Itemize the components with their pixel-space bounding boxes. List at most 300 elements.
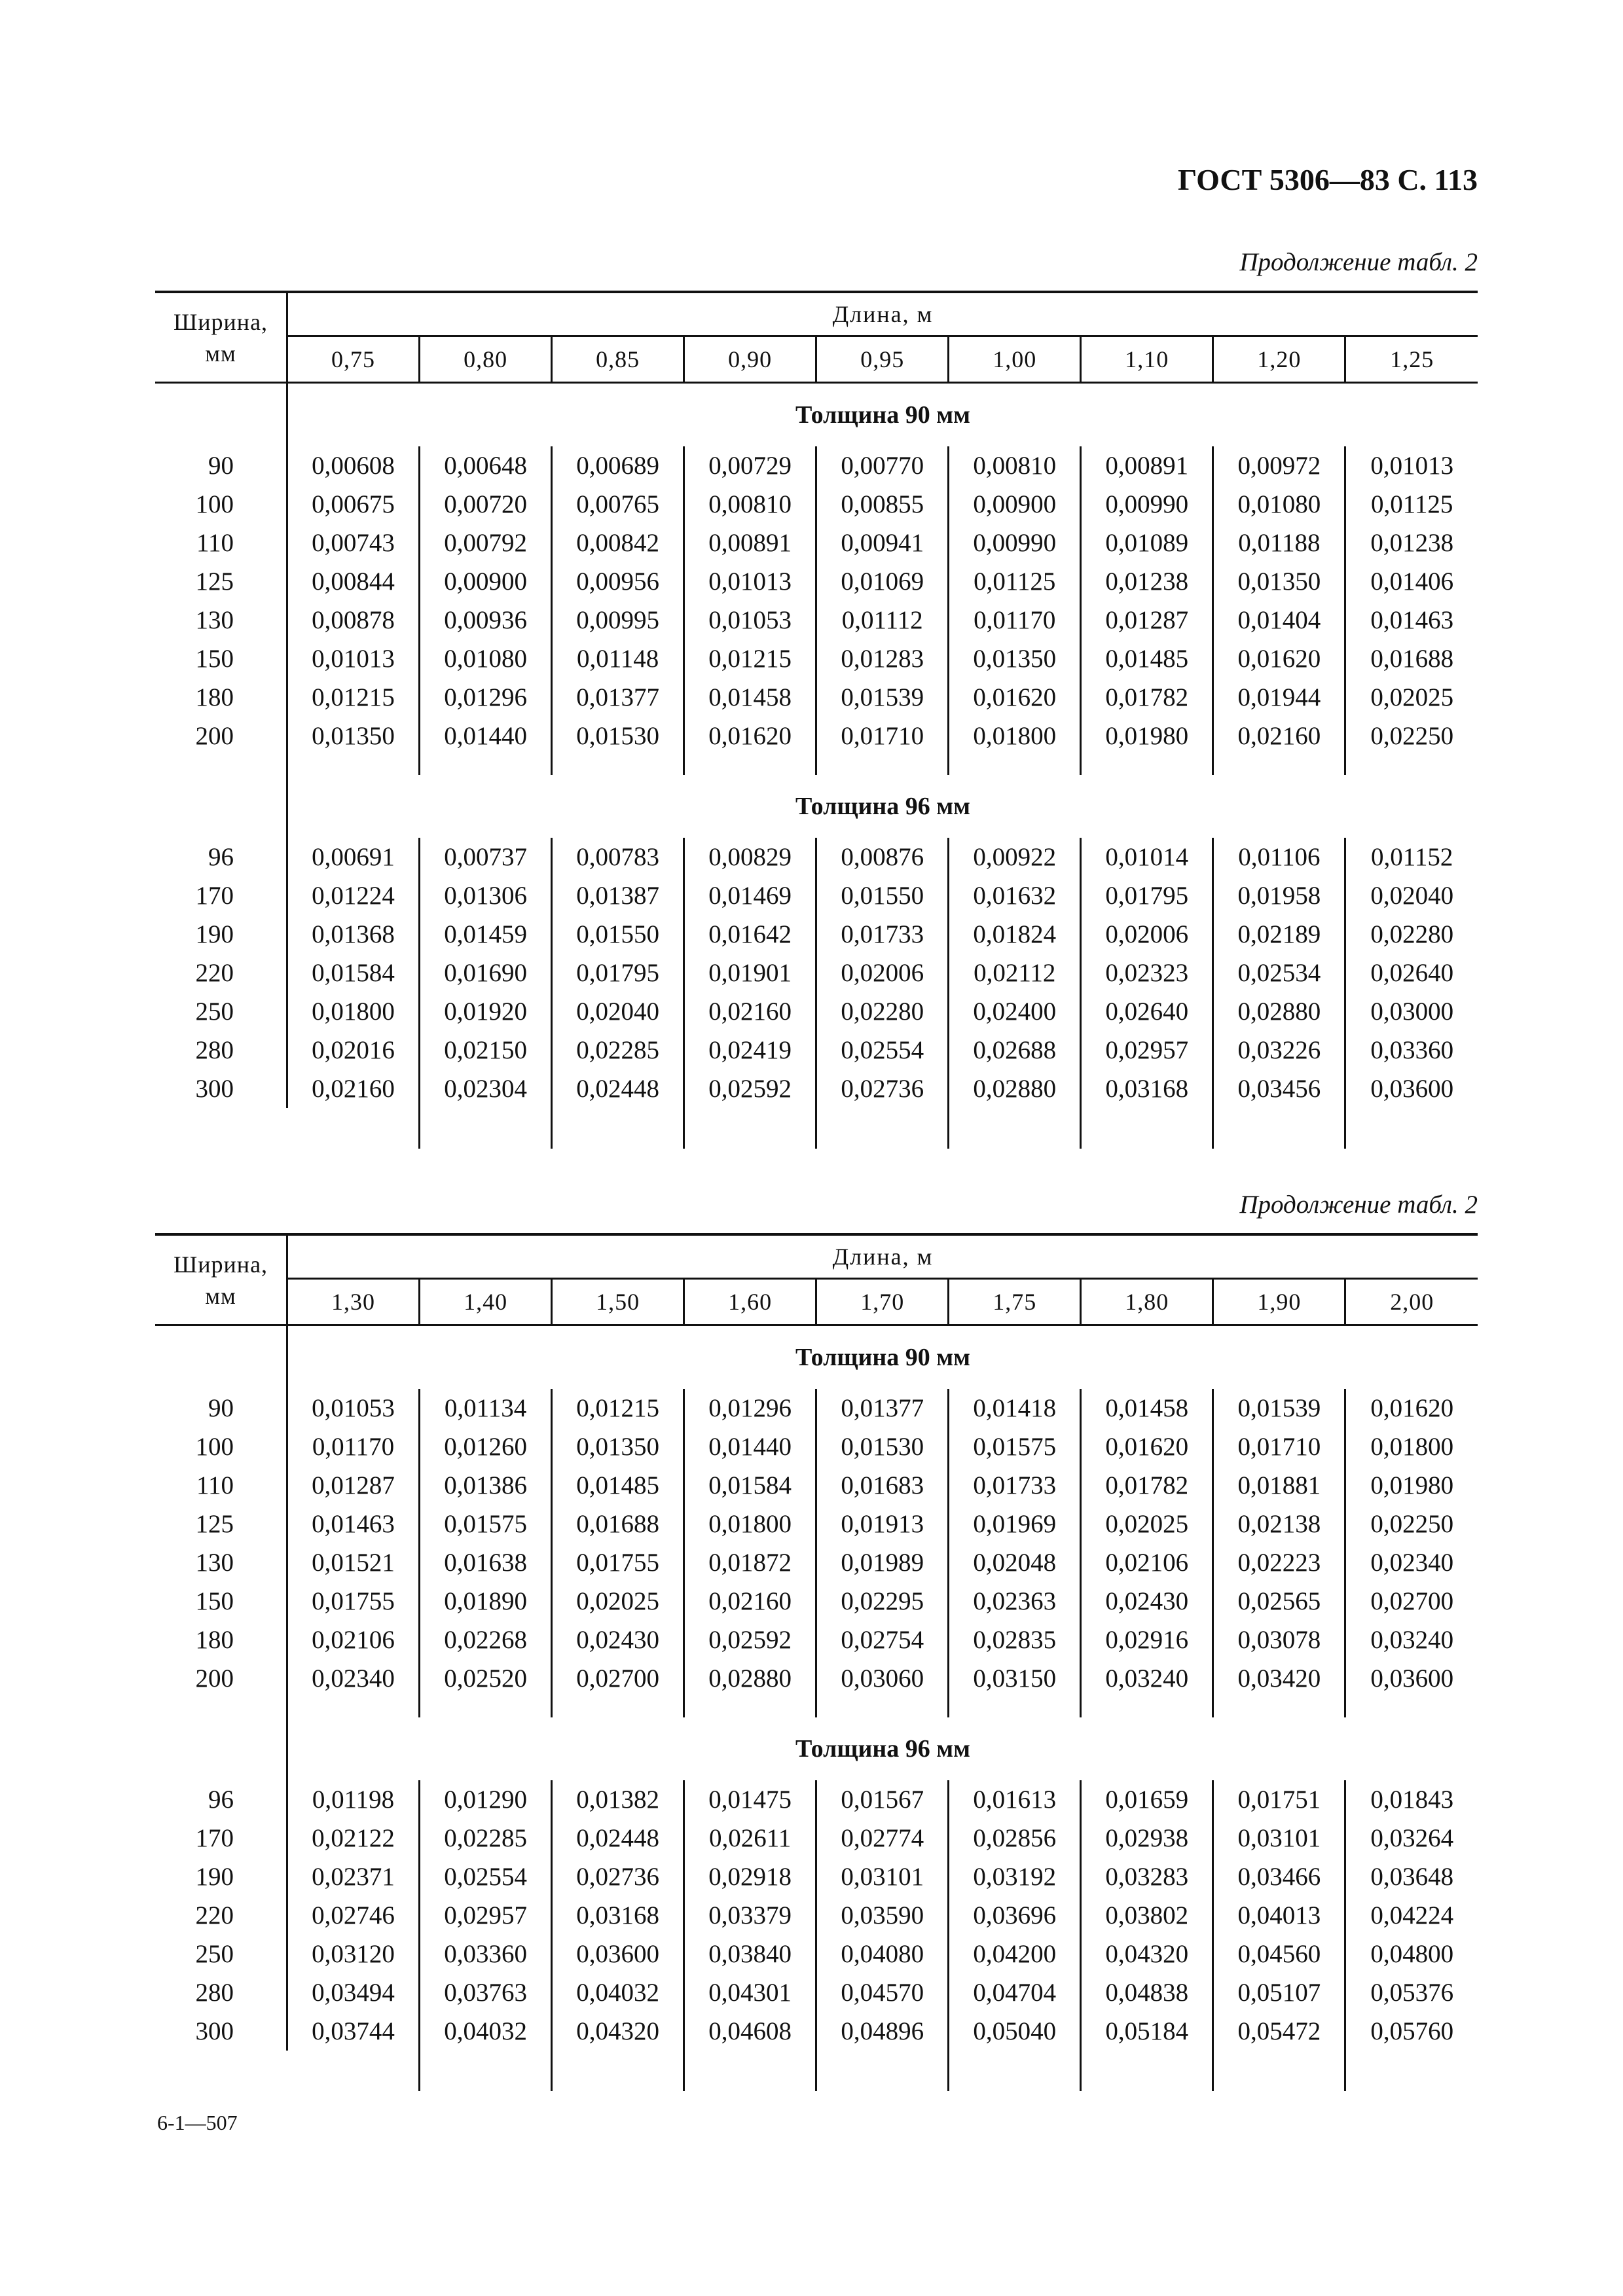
volume-cell: 0,03600 — [552, 1935, 684, 1973]
volume-cell: 0,01800 — [287, 992, 420, 1031]
volume-cell: 0,02285 — [552, 1031, 684, 1069]
volume-cell: 0,02688 — [949, 1031, 1081, 1069]
volume-cell: 0,00689 — [552, 446, 684, 485]
volume-cell: 0,01013 — [1370, 452, 1454, 480]
volume-cell: 0,03744 — [287, 2012, 420, 2051]
width-value: 200 — [155, 1659, 287, 1698]
volume-cell: 0,01944 — [1213, 678, 1345, 717]
volume-cell: 0,01306 — [420, 876, 552, 915]
volume-cell: 0,00729 — [684, 446, 816, 485]
volume-cell: 0,01459 — [420, 915, 552, 954]
length-column-header: 0,95 — [816, 336, 949, 383]
table-row — [155, 838, 1478, 876]
volume-cell: 0,01215 — [287, 678, 420, 717]
volume-cell: 0,01387 — [552, 876, 684, 915]
volume-cell: 0,02371 — [287, 1857, 420, 1896]
width-value: 250 — [155, 1935, 287, 1973]
volume-cell: 0,02534 — [1213, 954, 1345, 992]
volume-cell: 0,01069 — [816, 562, 949, 601]
volume-cell: 0,01469 — [684, 876, 816, 915]
volume-cell: 0,01404 — [1213, 601, 1345, 639]
volume-cell: 0,01620 — [1081, 1427, 1213, 1466]
volume-cell: 0,02323 — [1081, 954, 1213, 992]
volume-cell: 0,01688 — [1370, 645, 1454, 673]
table-row — [155, 1427, 1478, 1466]
volume-cell: 0,01733 — [816, 915, 949, 954]
table-row — [155, 1621, 1478, 1659]
volume-cell: 0,02938 — [1081, 1819, 1213, 1857]
length-column-header: 1,60 — [684, 1279, 816, 1325]
width-value: 96 — [155, 1780, 287, 1819]
volume-cell: 0,02304 — [420, 1069, 552, 1108]
width-value: 220 — [155, 954, 287, 992]
volume-cell: 0,01377 — [552, 678, 684, 717]
volume-cell: 0,03283 — [1081, 1857, 1213, 1896]
volume-cell: 0,02223 — [1213, 1543, 1345, 1582]
volume-cell: 0,00855 — [816, 485, 949, 524]
volume-cell: 0,05107 — [1213, 1973, 1345, 2012]
volume-cell: 0,02025 — [1081, 1505, 1213, 1543]
volume-cell: 0,01475 — [684, 1780, 816, 1819]
thickness-section-label: Толщина 96 мм — [287, 775, 1478, 838]
volume-cell: 0,03101 — [816, 1857, 949, 1896]
volume-cell: 0,01238 — [1370, 529, 1454, 557]
volume-cell: 0,00878 — [287, 601, 420, 639]
volume-cell: 0,02856 — [949, 1819, 1081, 1857]
width-value: 280 — [155, 1973, 287, 2012]
footer-code: 6-1—507 — [157, 2111, 238, 2134]
volume-cell: 0,02160 — [684, 992, 816, 1031]
volume-cell: 0,00691 — [287, 838, 420, 876]
length-column-header: 1,75 — [949, 1279, 1081, 1325]
volume-cell: 0,01386 — [420, 1466, 552, 1505]
volume-cell: 0,01550 — [552, 915, 684, 954]
volume-cell: 0,02016 — [287, 1031, 420, 1069]
volume-cell: 0,00743 — [287, 524, 420, 562]
volume-cell: 0,02918 — [684, 1857, 816, 1896]
table-row — [155, 1857, 1478, 1896]
volume-cell: 0,00648 — [420, 446, 552, 485]
table-row — [155, 446, 1478, 485]
volume-cell: 0,00737 — [420, 838, 552, 876]
volume-cell: 0,03360 — [420, 1935, 552, 1973]
width-value: 130 — [155, 1543, 287, 1582]
volume-cell: 0,01632 — [949, 876, 1081, 915]
volume-cell: 0,00900 — [420, 562, 552, 601]
volume-cell: 0,03150 — [949, 1659, 1081, 1698]
volume-cell: 0,01989 — [816, 1543, 949, 1582]
volume-cell: 0,04896 — [816, 2012, 949, 2051]
width-value: 96 — [155, 838, 287, 876]
volume-cell: 0,01980 — [1081, 717, 1213, 755]
volume-cell: 0,01642 — [684, 915, 816, 954]
volume-cell: 0,01688 — [552, 1505, 684, 1543]
width-value: 130 — [155, 601, 287, 639]
volume-cell: 0,02565 — [1213, 1582, 1345, 1621]
volume-cell: 0,00765 — [552, 485, 684, 524]
volume-cell: 0,02430 — [1081, 1582, 1213, 1621]
volume-cell: 0,04080 — [816, 1935, 949, 1973]
volume-cell: 0,01795 — [1081, 876, 1213, 915]
volume-cell: 0,01800 — [1370, 1433, 1454, 1461]
volume-cell: 0,03226 — [1213, 1031, 1345, 1069]
volume-cell: 0,01377 — [816, 1389, 949, 1427]
volume-cell: 0,02700 — [552, 1659, 684, 1698]
volume-cell: 0,02700 — [1370, 1587, 1454, 1615]
page-title: ГОСТ 5306—83 С. 113 — [1177, 163, 1478, 196]
volume-cell: 0,01620 — [949, 678, 1081, 717]
volume-cell: 0,01659 — [1081, 1780, 1213, 1819]
volume-cell: 0,01584 — [287, 954, 420, 992]
width-value: 220 — [155, 1896, 287, 1935]
volume-cell: 0,00900 — [949, 485, 1081, 524]
volume-cell: 0,01901 — [684, 954, 816, 992]
volume-cell: 0,01458 — [684, 678, 816, 717]
volume-cell: 0,01800 — [949, 717, 1081, 755]
volume-cell: 0,02448 — [552, 1819, 684, 1857]
length-column-header: 1,40 — [420, 1279, 552, 1325]
volume-cell: 0,03078 — [1213, 1621, 1345, 1659]
volume-cell: 0,01710 — [816, 717, 949, 755]
volume-cell: 0,03060 — [816, 1659, 949, 1698]
volume-cell: 0,01106 — [1213, 838, 1345, 876]
volume-cell: 0,03192 — [949, 1857, 1081, 1896]
volume-cell: 0,00810 — [949, 446, 1081, 485]
length-column-header: 1,70 — [816, 1279, 949, 1325]
volume-cell: 0,02160 — [1213, 717, 1345, 755]
volume-cell: 0,05184 — [1081, 2012, 1213, 2051]
volume-cell: 0,01613 — [949, 1780, 1081, 1819]
volume-cell: 0,02160 — [287, 1069, 420, 1108]
volume-cell: 0,01148 — [552, 639, 684, 678]
volume-cell: 0,01112 — [816, 601, 949, 639]
volume-cell: 0,02106 — [1081, 1543, 1213, 1582]
length-column-header: 1,90 — [1213, 1279, 1345, 1325]
volume-cell: 0,01521 — [287, 1543, 420, 1582]
volume-cell: 0,01215 — [552, 1389, 684, 1427]
volume-cell: 0,01458 — [1081, 1389, 1213, 1427]
width-header-unit: мм — [205, 1282, 236, 1309]
volume-cell: 0,01795 — [552, 954, 684, 992]
volume-cell: 0,02280 — [816, 992, 949, 1031]
volume-cell: 0,02280 — [1370, 920, 1454, 948]
volume-cell: 0,00990 — [949, 524, 1081, 562]
volume-cell: 0,01890 — [420, 1582, 552, 1621]
table-row — [155, 954, 1478, 992]
width-value: 170 — [155, 1819, 287, 1857]
volume-cell: 0,03466 — [1213, 1857, 1345, 1896]
volume-cell: 0,02040 — [1370, 882, 1454, 910]
volume-cell: 0,00891 — [1081, 446, 1213, 485]
volume-cell: 0,01683 — [816, 1466, 949, 1505]
volume-cell: 0,01755 — [287, 1582, 420, 1621]
volume-cell: 0,01215 — [684, 639, 816, 678]
table-row — [155, 1582, 1478, 1621]
volume-cell: 0,01539 — [816, 678, 949, 717]
volume-cell: 0,01733 — [949, 1466, 1081, 1505]
table-row — [155, 1031, 1478, 1069]
volume-cell: 0,01958 — [1213, 876, 1345, 915]
volume-cell: 0,02122 — [287, 1819, 420, 1857]
volume-cell: 0,02419 — [684, 1031, 816, 1069]
volume-cell: 0,02106 — [287, 1621, 420, 1659]
volume-cell: 0,01485 — [552, 1466, 684, 1505]
length-column-header: 1,20 — [1213, 336, 1345, 383]
volume-cell: 0,02746 — [287, 1896, 420, 1935]
volume-cell: 0,01418 — [949, 1389, 1081, 1427]
width-column-header — [155, 1234, 287, 1325]
volume-cell: 0,00876 — [816, 838, 949, 876]
volume-cell: 0,01620 — [1370, 1394, 1454, 1422]
table-row — [155, 876, 1478, 915]
table-row — [155, 717, 1478, 755]
volume-cell: 0,02285 — [420, 1819, 552, 1857]
volume-cell: 0,02340 — [1370, 1549, 1454, 1577]
width-value: 280 — [155, 1031, 287, 1069]
volume-cell: 0,01913 — [816, 1505, 949, 1543]
volume-cell: 0,02340 — [287, 1659, 420, 1698]
volume-cell: 0,02295 — [816, 1582, 949, 1621]
length-header: Длина, м — [287, 1234, 1478, 1279]
thickness-section-label: Толщина 90 мм — [287, 383, 1478, 447]
volume-cell: 0,01463 — [1370, 606, 1454, 634]
volume-cell: 0,01980 — [1370, 1471, 1454, 1499]
width-value: 190 — [155, 1857, 287, 1896]
table-row — [155, 1659, 1478, 1698]
volume-cell: 0,01350 — [949, 639, 1081, 678]
width-value: 125 — [155, 1505, 287, 1543]
continuation-label: Продолжение табл. 2 — [1239, 248, 1478, 276]
volume-cell: 0,02250 — [1370, 1510, 1454, 1538]
volume-cell: 0,01152 — [1371, 843, 1453, 871]
volume-cell: 0,02880 — [949, 1069, 1081, 1108]
volume-cell: 0,01350 — [287, 717, 420, 755]
volume-cell: 0,00829 — [684, 838, 816, 876]
volume-cell: 0,01014 — [1081, 838, 1213, 876]
width-header-line: Ширина, — [173, 308, 268, 335]
volume-cell: 0,04320 — [552, 2012, 684, 2051]
table-row — [155, 562, 1478, 601]
volume-cell: 0,01287 — [1081, 601, 1213, 639]
volume-cell: 0,01463 — [287, 1505, 420, 1543]
volume-cell: 0,01406 — [1370, 567, 1454, 596]
width-header-unit: мм — [205, 340, 236, 367]
volume-cell: 0,00995 — [552, 601, 684, 639]
volume-cell: 0,01755 — [552, 1543, 684, 1582]
volume-cell: 0,00783 — [552, 838, 684, 876]
volume-cell: 0,00844 — [287, 562, 420, 601]
volume-cell: 0,04032 — [552, 1973, 684, 2012]
volume-cell: 0,02138 — [1213, 1505, 1345, 1543]
volume-cell: 0,02048 — [949, 1543, 1081, 1582]
table-row — [155, 485, 1478, 524]
table-row — [155, 1896, 1478, 1935]
volume-cell: 0,01238 — [1081, 562, 1213, 601]
volume-cell: 0,04838 — [1081, 1973, 1213, 2012]
volume-cell: 0,01440 — [684, 1427, 816, 1466]
volume-cell: 0,01053 — [684, 601, 816, 639]
volume-cell: 0,03000 — [1370, 997, 1454, 1026]
width-value: 110 — [155, 1466, 287, 1505]
volume-cell: 0,02957 — [420, 1896, 552, 1935]
volume-cell: 0,01690 — [420, 954, 552, 992]
volume-cell: 0,03379 — [684, 1896, 816, 1935]
volume-cell: 0,01530 — [816, 1427, 949, 1466]
width-value: 150 — [155, 639, 287, 678]
width-value: 100 — [155, 485, 287, 524]
volume-cell: 0,05760 — [1370, 2017, 1454, 2045]
volume-cell: 0,02448 — [552, 1069, 684, 1108]
volume-cell: 0,00922 — [949, 838, 1081, 876]
volume-cell: 0,01440 — [420, 717, 552, 755]
volume-cell: 0,00941 — [816, 524, 949, 562]
volume-cell: 0,02160 — [684, 1582, 816, 1621]
width-value: 180 — [155, 678, 287, 717]
table-row — [155, 1389, 1478, 1427]
volume-cell: 0,01881 — [1213, 1466, 1345, 1505]
volume-cell: 0,01013 — [684, 562, 816, 601]
volume-cell: 0,02880 — [1213, 992, 1345, 1031]
volume-cell: 0,00842 — [552, 524, 684, 562]
volume-cell: 0,03840 — [684, 1935, 816, 1973]
volume-table-1 — [155, 291, 1478, 1149]
volume-cell: 0,01170 — [949, 601, 1081, 639]
volume-cell: 0,01530 — [552, 717, 684, 755]
volume-cell: 0,01188 — [1213, 524, 1345, 562]
volume-cell: 0,01296 — [684, 1389, 816, 1427]
width-value: 300 — [155, 2012, 287, 2051]
volume-cell: 0,04320 — [1081, 1935, 1213, 1973]
volume-cell: 0,05040 — [949, 2012, 1081, 2051]
table-row — [155, 1780, 1478, 1819]
length-column-header: 1,80 — [1081, 1279, 1213, 1325]
width-value: 110 — [155, 524, 287, 562]
table-row — [155, 2012, 1478, 2051]
volume-cell: 0,01710 — [1213, 1427, 1345, 1466]
length-column-header: 1,10 — [1081, 336, 1213, 383]
table-row — [155, 639, 1478, 678]
volume-cell: 0,05472 — [1213, 2012, 1345, 2051]
volume-cell: 0,02112 — [949, 954, 1081, 992]
table-row — [155, 524, 1478, 562]
table-row — [155, 1466, 1478, 1505]
continuation-label: Продолжение табл. 2 — [1239, 1191, 1478, 1219]
volume-cell: 0,02640 — [1081, 992, 1213, 1031]
volume-cell: 0,04570 — [816, 1973, 949, 2012]
volume-cell: 0,02150 — [420, 1031, 552, 1069]
table-row — [155, 1935, 1478, 1973]
volume-cell: 0,01584 — [684, 1466, 816, 1505]
volume-cell: 0,04704 — [949, 1973, 1081, 2012]
width-value: 200 — [155, 717, 287, 755]
volume-cell: 0,00770 — [816, 446, 949, 485]
table-row — [155, 678, 1478, 717]
volume-cell: 0,02520 — [420, 1659, 552, 1698]
volume-cell: 0,01567 — [816, 1780, 949, 1819]
volume-cell: 0,01638 — [420, 1543, 552, 1582]
volume-cell: 0,02957 — [1081, 1031, 1213, 1069]
volume-cell: 0,00792 — [420, 524, 552, 562]
volume-cell: 0,01170 — [287, 1427, 420, 1466]
volume-cell: 0,02736 — [816, 1069, 949, 1108]
volume-cell: 0,00936 — [420, 601, 552, 639]
volume-cell: 0,01969 — [949, 1505, 1081, 1543]
volume-cell: 0,01485 — [1081, 639, 1213, 678]
volume-cell: 0,02880 — [684, 1659, 816, 1698]
volume-cell: 0,02774 — [816, 1819, 949, 1857]
volume-cell: 0,02592 — [684, 1621, 816, 1659]
volume-cell: 0,01134 — [420, 1389, 552, 1427]
volume-cell: 0,02363 — [949, 1582, 1081, 1621]
volume-cell: 0,01125 — [1371, 490, 1453, 518]
volume-cell: 0,00891 — [684, 524, 816, 562]
volume-cell: 0,04800 — [1370, 1940, 1454, 1968]
volume-cell: 0,03648 — [1370, 1863, 1454, 1891]
volume-cell: 0,01620 — [684, 717, 816, 755]
volume-cell: 0,01287 — [287, 1466, 420, 1505]
volume-cell: 0,03600 — [1370, 1664, 1454, 1693]
width-value: 300 — [155, 1069, 287, 1108]
volume-cell: 0,02554 — [420, 1857, 552, 1896]
table-row — [155, 1543, 1478, 1582]
volume-cell: 0,04224 — [1370, 1901, 1454, 1929]
volume-cell: 0,02006 — [1081, 915, 1213, 954]
volume-cell: 0,01843 — [1370, 1785, 1454, 1814]
volume-cell: 0,03264 — [1370, 1824, 1454, 1852]
volume-cell: 0,02006 — [816, 954, 949, 992]
volume-cell: 0,02268 — [420, 1621, 552, 1659]
volume-cell: 0,03168 — [552, 1896, 684, 1935]
table-row — [155, 1069, 1478, 1108]
volume-cell: 0,03168 — [1081, 1069, 1213, 1108]
volume-cell: 0,01013 — [287, 639, 420, 678]
volume-cell: 0,02430 — [552, 1621, 684, 1659]
width-header-line: Ширина, — [173, 1251, 268, 1278]
thickness-section-label: Толщина 96 мм — [287, 1717, 1478, 1780]
volume-cell: 0,01550 — [816, 876, 949, 915]
width-value: 100 — [155, 1427, 287, 1466]
volume-cell: 0,04013 — [1213, 1896, 1345, 1935]
width-column-header — [155, 292, 287, 383]
volume-cell: 0,01260 — [420, 1427, 552, 1466]
volume-cell: 0,03456 — [1213, 1069, 1345, 1108]
length-column-header: 1,30 — [287, 1279, 420, 1325]
width-value: 125 — [155, 562, 287, 601]
volume-cell: 0,01290 — [420, 1780, 552, 1819]
length-column-header: 0,90 — [684, 336, 816, 383]
volume-cell: 0,01539 — [1213, 1389, 1345, 1427]
volume-cell: 0,01751 — [1213, 1780, 1345, 1819]
length-column-header: 0,80 — [420, 336, 552, 383]
table-row — [155, 601, 1478, 639]
volume-cell: 0,03420 — [1213, 1659, 1345, 1698]
volume-cell: 0,03494 — [287, 1973, 420, 2012]
width-value: 250 — [155, 992, 287, 1031]
volume-cell: 0,02025 — [552, 1582, 684, 1621]
volume-cell: 0,02611 — [684, 1819, 816, 1857]
thickness-section-label: Толщина 90 мм — [287, 1325, 1478, 1390]
volume-cell: 0,01920 — [420, 992, 552, 1031]
volume-cell: 0,03240 — [1081, 1659, 1213, 1698]
volume-cell: 0,01296 — [420, 678, 552, 717]
volume-cell: 0,03802 — [1081, 1896, 1213, 1935]
length-column-header: 2,00 — [1345, 1279, 1478, 1325]
volume-cell: 0,02736 — [552, 1857, 684, 1896]
volume-cell: 0,03696 — [949, 1896, 1081, 1935]
volume-cell: 0,02640 — [1370, 959, 1454, 987]
volume-cell: 0,01382 — [552, 1780, 684, 1819]
volume-cell: 0,01368 — [287, 915, 420, 954]
